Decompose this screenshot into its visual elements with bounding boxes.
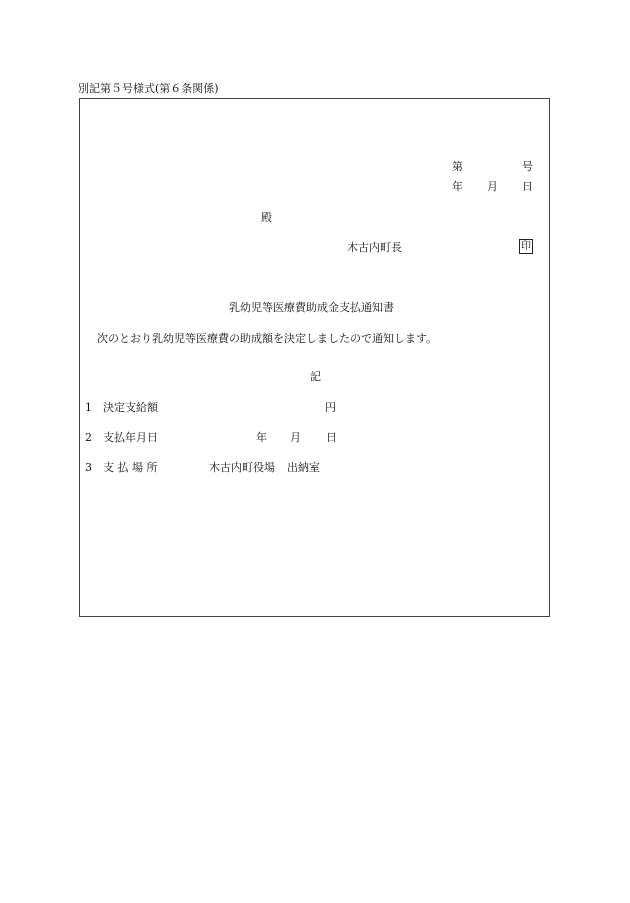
item-3-office: 出納室 xyxy=(287,461,320,474)
item-2-year: 年 xyxy=(256,431,267,444)
document-title: 乳幼児等医療費助成金支払通知書 xyxy=(229,301,394,314)
item-3-place: 木古内町役場 xyxy=(209,461,275,474)
ki-heading: 記 xyxy=(310,370,321,383)
issue-date-day: 日 xyxy=(522,180,533,193)
item-3-label: 支 払 場 所 xyxy=(103,461,158,474)
form-number-label: 別記第５号様式(第６条関係) xyxy=(78,82,219,95)
number-prefix: 第 xyxy=(452,160,463,173)
issue-date-year: 年 xyxy=(452,180,463,193)
notice-frame xyxy=(79,98,550,617)
item-2-day: 日 xyxy=(326,431,337,444)
body-text: 次のとおり乳幼児等医療費の助成額を決定しましたので通知します。 xyxy=(97,332,438,345)
item-2-number: 2 xyxy=(85,431,92,444)
issuer-name: 木古内町長 xyxy=(347,241,402,254)
item-2-month: 月 xyxy=(290,431,301,444)
seal-mark: 印 xyxy=(521,241,531,252)
item-3-number: 3 xyxy=(85,461,92,474)
item-1-number: 1 xyxy=(85,401,92,414)
addressee-honorific: 殿 xyxy=(261,211,272,224)
issue-date-month: 月 xyxy=(487,180,498,193)
number-suffix: 号 xyxy=(522,160,533,173)
item-1-yen-unit: 円 xyxy=(325,401,336,414)
item-1-label: 決定支給額 xyxy=(103,401,158,414)
item-2-label: 支払年月日 xyxy=(103,431,158,444)
